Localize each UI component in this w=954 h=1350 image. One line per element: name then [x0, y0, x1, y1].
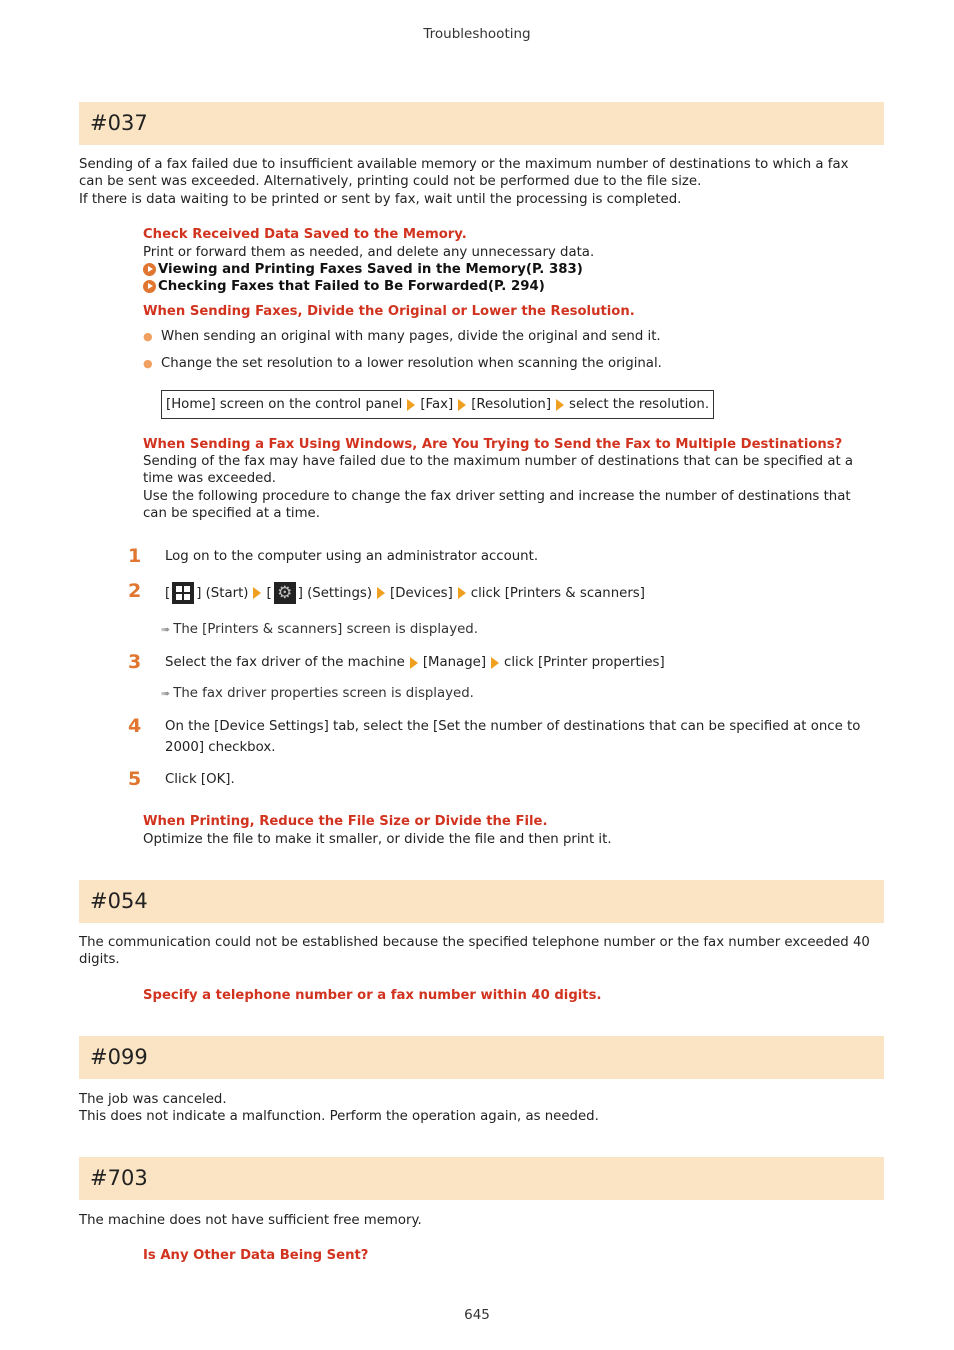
triangle-right-icon — [253, 587, 261, 599]
subheading-check-memory: Check Received Data Saved to the Memory. — [143, 227, 467, 242]
intro-line: digits. — [79, 952, 120, 968]
section-intro — [79, 1212, 884, 1229]
subheading-text: Print or forward them as needed, and delete any unnecessary data. — [143, 245, 595, 260]
subheading-reduce-file: When Printing, Reduce the File Size or Divide the File. — [143, 814, 548, 829]
page-number: 645 — [464, 1307, 490, 1323]
step-number: 3 — [128, 651, 142, 673]
text-line: On the [Device Settings] tab, select the [Set the number of destinations that can be specified at once to — [165, 719, 861, 734]
subheading-text — [143, 453, 883, 522]
section-intro — [79, 934, 884, 969]
intro-line: If there is data waiting to be printed or sent by fax, wait until the processing is completed. — [79, 191, 682, 207]
bullet-item — [143, 328, 883, 345]
intro-line: The machine does not have sufficient free memory. — [79, 1213, 422, 1228]
step-part: click [Printer properties] — [504, 655, 665, 670]
bullet-text: When sending an original with many pages, divide the original and send it. — [161, 329, 661, 344]
result-arrow-icon: ➠ — [161, 623, 171, 636]
operation-path-box — [161, 390, 714, 419]
text-line: Sending of the fax may have failed due to the maximum number of destinations that can be specified at a — [143, 454, 854, 469]
step-text — [165, 716, 885, 758]
subheading-divide-original: When Sending Faxes, Divide the Original or Lower the Resolution. — [143, 304, 635, 319]
section-intro — [79, 1091, 884, 1126]
step-part: ] (Start) — [196, 585, 249, 601]
result-arrow-icon: ➠ — [161, 687, 171, 700]
step-number: 4 — [128, 715, 142, 737]
intro-line: Sending of a fax failed due to insufficient available memory or the maximum number of destinations to which a fax — [79, 157, 849, 172]
bullet-text: Change the set resolution to a lower resolution when scanning the original. — [161, 356, 662, 371]
triangle-right-icon — [407, 399, 415, 411]
text-line: can be specified at a time. — [143, 505, 320, 521]
link-label: Viewing and Printing Faxes Saved in the Memory(P. 383) — [158, 262, 583, 277]
section-code: #037 — [90, 111, 148, 135]
result-text: The fax driver properties screen is displayed. — [173, 686, 474, 701]
running-header: Troubleshooting — [423, 26, 531, 42]
step-part: [Devices] — [390, 585, 453, 601]
step-text — [165, 652, 885, 673]
step-number: 1 — [128, 545, 142, 567]
intro-line: This does not indicate a malfunction. Perform the operation again, as needed. — [79, 1109, 599, 1125]
section-band-703 — [79, 1157, 884, 1200]
step-result — [161, 621, 478, 638]
section-code: #099 — [90, 1045, 148, 1069]
step-part: [Manage] — [422, 655, 487, 670]
path-step: select the resolution. — [569, 396, 710, 412]
bullet-dot-icon: ● — [143, 357, 153, 370]
step-part: [ — [165, 585, 171, 601]
step-text: Click [OK]. — [165, 772, 235, 787]
text-line: Use the following procedure to change the fax driver setting and increase the number of destinations that — [143, 488, 851, 504]
link-checking-faxes-forward[interactable] — [143, 278, 883, 295]
bullet-item — [143, 355, 883, 372]
triangle-right-icon — [458, 587, 466, 599]
subheading-windows-multiple: When Sending a Fax Using Windows, Are You Trying to Send the Fax to Multiple Destinations? — [143, 437, 843, 452]
intro-line: can be sent was exceeded. Alternatively, printing could not be performed due to the file size. — [79, 174, 702, 190]
text-line: time was exceeded. — [143, 471, 276, 487]
step-text: Log on to the computer using an administrator account. — [165, 549, 539, 564]
windows-start-icon — [172, 582, 194, 604]
section-band-099 — [79, 1036, 884, 1079]
triangle-right-icon — [491, 657, 499, 669]
path-step: [Home] screen on the control panel — [166, 396, 403, 412]
gear-icon: ⚙ — [274, 582, 296, 604]
step-number: 2 — [128, 580, 142, 602]
path-step: [Fax] — [420, 396, 454, 412]
circle-arrow-icon — [143, 263, 156, 276]
bullet-dot-icon: ● — [143, 330, 153, 343]
section-band-037 — [79, 102, 884, 145]
text-line: 2000] checkbox. — [165, 740, 276, 755]
section-band-054 — [79, 880, 884, 923]
step-part: Select the fax driver of the machine — [165, 655, 405, 670]
link-viewing-printing-faxes[interactable] — [143, 261, 883, 278]
section-intro — [79, 156, 884, 208]
step-number: 5 — [128, 768, 142, 790]
intro-line: The communication could not be established because the specified telephone number or the fax number exceeded 40 — [79, 935, 870, 950]
step-part: ] (Settings) — [297, 585, 373, 601]
step-text — [165, 582, 885, 604]
triangle-right-icon — [410, 657, 418, 669]
link-label: Checking Faxes that Failed to Be Forwarded(P. 294) — [158, 279, 545, 294]
subheading-specify-number: Specify a telephone number or a fax number within 40 digits. — [143, 988, 602, 1003]
step-part: [ — [266, 585, 272, 601]
triangle-right-icon — [377, 587, 385, 599]
triangle-right-icon — [458, 399, 466, 411]
subheading-text: Optimize the file to make it smaller, or divide the file and then print it. — [143, 832, 612, 847]
step-result — [161, 685, 474, 702]
step-part: click [Printers & scanners] — [470, 585, 645, 601]
result-text: The [Printers & scanners] screen is displayed. — [173, 622, 478, 637]
section-code: #054 — [90, 889, 148, 913]
circle-arrow-icon — [143, 280, 156, 293]
section-code: #703 — [90, 1166, 148, 1190]
triangle-right-icon — [556, 399, 564, 411]
intro-line: The job was canceled. — [79, 1092, 227, 1107]
path-step: [Resolution] — [471, 396, 552, 412]
subheading-other-data: Is Any Other Data Being Sent? — [143, 1248, 369, 1263]
